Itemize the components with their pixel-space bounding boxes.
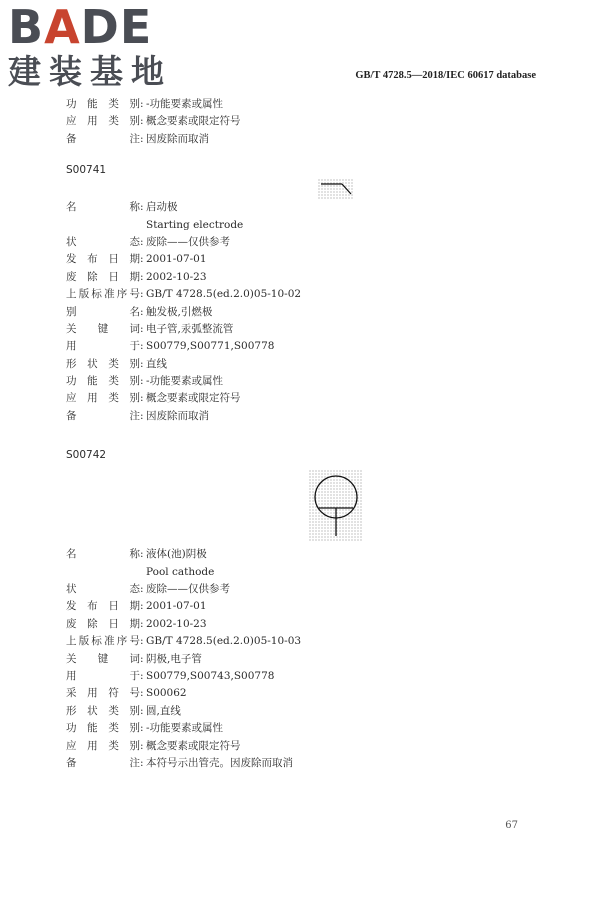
attribute-value: Starting electrode (146, 218, 244, 231)
attribute-label: 关 键 词 (66, 322, 140, 335)
attribute-value: 概念要素或限定符号 (146, 739, 241, 752)
attribute-value: 2002-10-23 (146, 617, 207, 630)
colon: : (140, 548, 144, 561)
attribute-row (66, 131, 546, 148)
colon: : (140, 635, 144, 648)
attribute-row (66, 546, 546, 563)
attribute-label: 发 布 日 期 (66, 600, 140, 613)
attribute-value: Pool cathode (146, 565, 215, 578)
attribute-value: 本符号示出管壳。因废除而取消 (146, 756, 293, 769)
attribute-value: -功能要素或属性 (146, 722, 224, 735)
attribute-value: 因废除而取消 (146, 132, 209, 145)
attribute-row (66, 616, 546, 633)
attribute-row (66, 286, 546, 303)
attribute-row (66, 651, 546, 668)
attribute-value: 废除——仅供参考 (146, 583, 230, 596)
attribute-row (66, 113, 546, 130)
colon: : (140, 357, 144, 370)
symbol-s00742 (126, 470, 546, 542)
attribute-value: 触发极,引燃极 (146, 305, 213, 318)
attribute-value: -功能要素或属性 (146, 375, 224, 388)
colon: : (140, 704, 144, 717)
colon: : (140, 375, 144, 388)
attribute-row (66, 217, 546, 234)
attribute-row (66, 96, 546, 113)
attribute-row (66, 199, 546, 216)
attribute-label: 用 于 (66, 340, 140, 353)
attribute-label: 备 注 (66, 409, 140, 422)
colon: : (140, 340, 144, 353)
attribute-label: 形 状 类 别 (66, 357, 140, 370)
attribute-row (66, 598, 546, 615)
colon: : (140, 722, 144, 735)
entry-code: S00742 (66, 449, 107, 462)
colon: : (140, 115, 144, 128)
attribute-value: 电子管,汞弧整流管 (146, 322, 234, 335)
colon: : (140, 739, 144, 752)
colon: : (140, 756, 144, 769)
attribute-value: S00062 (146, 687, 187, 700)
attribute-label: 应 用 类 别 (66, 739, 140, 752)
attribute-label: 别 名 (66, 305, 140, 318)
attribute-row (66, 668, 546, 685)
entry-attributes (66, 546, 546, 772)
attribute-row (66, 269, 546, 286)
attribute-row (66, 251, 546, 268)
attribute-row (66, 720, 546, 737)
attribute-value: 圆,直线 (146, 704, 181, 717)
attribute-row (66, 356, 546, 373)
attribute-label: 状 态 (66, 583, 140, 596)
attribute-label: 关 键 词 (66, 652, 140, 665)
standard-header: GB/T 4728.5—2018/IEC 60617 database (355, 70, 536, 81)
attribute-label: 名 称 (66, 548, 140, 561)
attribute-label: 采 用 符 号 (66, 687, 140, 700)
attribute-value: 2001-07-01 (146, 253, 207, 266)
colon: : (140, 235, 144, 248)
attribute-label: 发 布 日 期 (66, 253, 140, 266)
logo-chinese: 建装基地 (8, 52, 172, 91)
attribute-value: 液体(池)阴极 (146, 548, 207, 561)
colon: : (140, 617, 144, 630)
attribute-label: 功 能 类 别 (66, 98, 140, 110)
attribute-label: 应 用 类 别 (66, 392, 140, 405)
attribute-row (66, 564, 546, 581)
attribute-label: 备 注 (66, 132, 140, 145)
attribute-label: 形 状 类 别 (66, 704, 140, 717)
attribute-row (66, 633, 546, 650)
colon: : (140, 600, 144, 613)
attribute-label: 废 除 日 期 (66, 270, 140, 283)
attribute-row (66, 738, 546, 755)
attribute-label: 废 除 日 期 (66, 617, 140, 630)
attribute-row (66, 581, 546, 598)
colon: : (140, 392, 144, 405)
attribute-value: 2002-10-23 (146, 270, 207, 283)
pool-cathode-symbol (309, 470, 363, 542)
attribute-row (66, 304, 546, 321)
attribute-row (66, 321, 546, 338)
colon: : (140, 687, 144, 700)
colon: : (140, 270, 144, 283)
attribute-label: 用 于 (66, 669, 140, 682)
attribute-row (66, 755, 546, 772)
attribute-value: 概念要素或限定符号 (146, 392, 241, 405)
entries-container (66, 96, 546, 772)
attribute-value: 概念要素或限定符号 (146, 115, 241, 128)
entry-code: S00741 (66, 164, 107, 177)
attribute-value: S00779,S00771,S00778 (146, 340, 275, 353)
entry-attributes (66, 199, 546, 425)
attribute-value: GB/T 4728.5(ed.2.0)05-10-02 (146, 288, 302, 301)
attribute-value: GB/T 4728.5(ed.2.0)05-10-03 (146, 635, 302, 648)
attribute-label: 功 能 类 别 (66, 375, 140, 388)
colon: : (140, 288, 144, 301)
attribute-label: 上 版 标 准 序 号 (66, 288, 140, 301)
colon: : (140, 201, 144, 214)
attribute-value: 阴极,电子管 (146, 652, 202, 665)
colon: : (140, 305, 144, 318)
logo-wordmark: BADE (8, 0, 153, 54)
attribute-row (66, 703, 546, 720)
attribute-value: 直线 (146, 357, 167, 370)
colon: : (140, 409, 144, 422)
starting-electrode-symbol (318, 179, 354, 199)
colon: : (140, 583, 144, 596)
attribute-row (66, 390, 546, 407)
attribute-value: -功能要素或属性 (146, 98, 224, 110)
colon: : (140, 669, 144, 682)
attribute-label: 功 能 类 别 (66, 722, 140, 735)
colon: : (140, 98, 144, 110)
attribute-value: 因废除而取消 (146, 409, 209, 422)
attribute-row (66, 338, 546, 355)
attribute-label: 状 态 (66, 235, 140, 248)
colon: : (140, 322, 144, 335)
page-number: 67 (505, 820, 518, 831)
attribute-row (66, 685, 546, 702)
attribute-label: 名 称 (66, 201, 140, 214)
attribute-row (66, 408, 546, 425)
previous-entry-tail (66, 96, 546, 148)
colon: : (140, 253, 144, 266)
attribute-row (66, 373, 546, 390)
colon: : (140, 652, 144, 665)
attribute-label: 上 版 标 准 序 号 (66, 635, 140, 648)
symbol-s00741 (126, 179, 546, 199)
attribute-value: 启动极 (146, 201, 178, 214)
colon: : (140, 132, 144, 145)
attribute-value: 废除——仅供参考 (146, 235, 230, 248)
attribute-label: 备 注 (66, 756, 140, 769)
attribute-value: S00779,S00743,S00778 (146, 669, 275, 682)
bade-logo (8, 0, 178, 92)
attribute-value: 2001-07-01 (146, 600, 207, 613)
attribute-label: 应 用 类 别 (66, 115, 140, 128)
attribute-row (66, 234, 546, 251)
